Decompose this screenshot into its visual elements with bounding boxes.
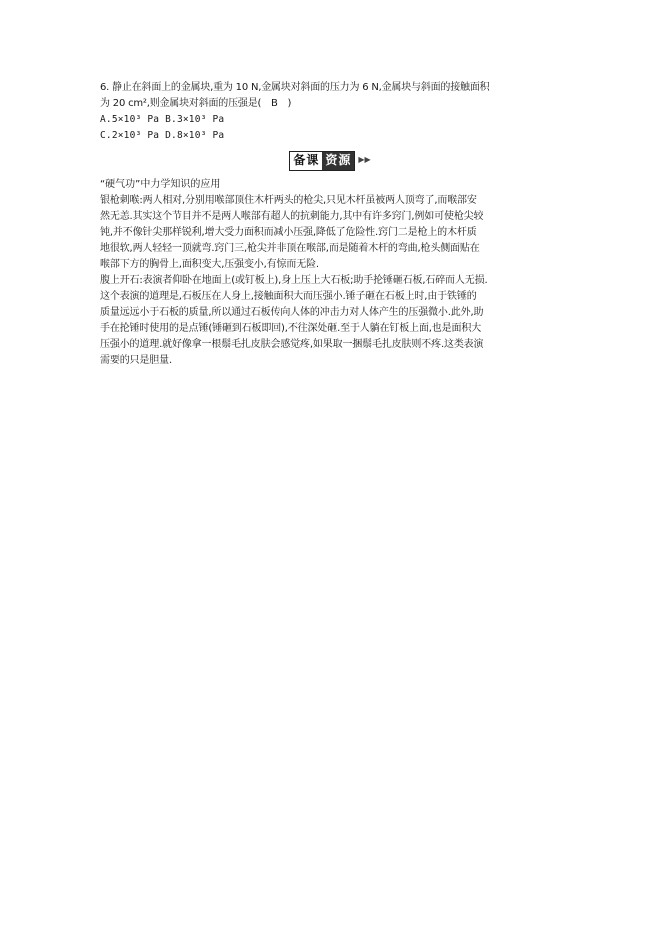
resource-heading: “硬气功”中力学知识的应用 bbox=[100, 179, 221, 190]
question-stem bbox=[100, 80, 570, 112]
double-arrow-icon: ▶▶ bbox=[358, 155, 371, 164]
paragraph-line: 然无恙.其实这个节目并不是两人喉部有超人的抗刺能力,其中有许多窍门,例如可使枪尖较 bbox=[100, 211, 484, 222]
section-badge bbox=[289, 151, 355, 171]
section-badge-row bbox=[100, 151, 570, 171]
badge-dark-text: 资源 bbox=[322, 152, 354, 170]
options-line: C.2×10³ Pa D.8×10³ Pa bbox=[100, 130, 225, 141]
paragraph-line: 质量远远小于石板的质量,所以通过石板传向人体的冲击力对人体产生的压强微小.此外,助 bbox=[100, 307, 484, 318]
paragraph-line: 需要的只是胆量. bbox=[100, 355, 172, 366]
question-stem-line: 6. 静止在斜面上的金属块,重为 10 N,金属块对斜面的压力为 6 N,金属块与斜面的接触面积 bbox=[100, 82, 490, 93]
answer-options bbox=[100, 112, 570, 144]
paragraph-silver-spear bbox=[100, 193, 570, 273]
paragraph-line: 钝,并不像针尖那样锐利,增大受力面积而减小压强,降低了危险性.窍门二是枪上的木杆质 bbox=[100, 227, 477, 238]
paragraph-line: 压强小的道理.就好像拿一根鬃毛扎皮肤会感觉疼,如果取一捆鬃毛扎皮肤则不疼.这类表演 bbox=[100, 339, 484, 350]
options-line: A.5×10³ Pa B.3×10³ Pa bbox=[100, 114, 225, 125]
paragraph-stone-on-belly bbox=[100, 273, 570, 369]
paragraph-line: 银枪刺喉:两人相对,分别用喉部顶住木杆两头的枪尖,只见木杆虽被两人顶弯了,而喉部安 bbox=[100, 195, 477, 206]
paragraph-line: 喉部下方的胸骨上,面积变大,压强变小,有惊而无险. bbox=[100, 259, 319, 270]
paragraph-line: 手在抡锤时使用的是点锤(锤砸到石板即回),不往深处砸.至于人躺在钉板上面,也是面积大 bbox=[100, 323, 482, 334]
badge-light-text: 备课 bbox=[290, 152, 322, 170]
paragraph-line: 地很软,两人轻轻一顶就弯.窍门三,枪尖并非顶在喉部,而是随着木杆的弯曲,枪头侧面贴在 bbox=[100, 243, 480, 254]
paragraph-line: 这个表演的道理是,石板压在人身上,接触面积大而压强小.锤子砸在石板上时,由于铁锤的 bbox=[100, 291, 477, 302]
document-page bbox=[100, 80, 570, 369]
question-stem-line: 为 20 cm²,则金属块对斜面的压强是( B ) bbox=[100, 98, 292, 109]
paragraph-line: 腹上开石:表演者仰卧在地面上(或钉板上),身上压上大石板;助手抡锤砸石板,石碎而人无损. bbox=[100, 275, 488, 286]
